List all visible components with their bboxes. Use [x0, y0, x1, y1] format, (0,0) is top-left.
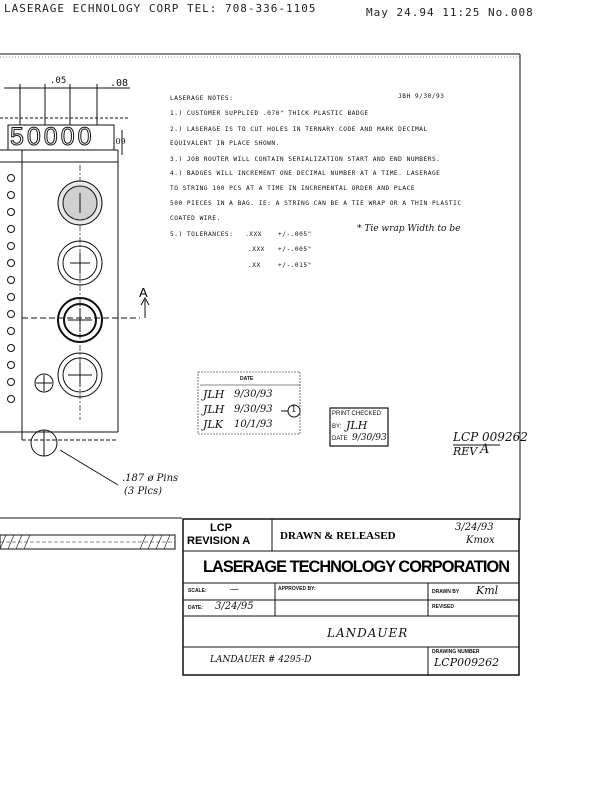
tolerance-places: .XXX: [245, 231, 262, 238]
tolerance-places: .XXX: [248, 246, 265, 253]
print-checked-date-value: 9/30/93: [352, 433, 387, 443]
left-registration-marks: [8, 175, 15, 403]
revision-initials: JLK: [203, 418, 223, 431]
revision-initials: JLH: [203, 388, 225, 401]
company-logotype: LASERAGE TECHNOLOGY CORPORATION: [203, 557, 510, 576]
tolerance-value: +/-.015": [278, 262, 312, 269]
dimension-09: .09: [113, 137, 126, 146]
print-checked-by-value: JLH: [346, 419, 368, 432]
drawn-by-label: DRAWN BY: [432, 589, 460, 595]
release-date: 3/24/93: [455, 522, 494, 533]
drawing-number: LCP009262: [434, 656, 500, 669]
pins-note-line2: (3 Plcs): [124, 486, 163, 497]
release-initials: Kmox: [466, 535, 495, 546]
note-line: EQUIVALENT IN PLACE SHOWN.: [170, 140, 280, 147]
note-line: 1.) CUSTOMER SUPPLIED .070" THICK PLASTIC BADGE: [170, 110, 369, 117]
date-label: DATE:: [188, 605, 203, 611]
dimension-08: .08: [110, 78, 129, 89]
note-line: 2.) LASERAGE IS TO CUT HOLES IN TERNARY CODE AND MARK DECIMAL: [170, 126, 428, 133]
note-line: COATED WIRE.: [170, 215, 221, 222]
revision-log-header: DATE: [240, 376, 254, 382]
note-line: 4.) BADGES WILL INCREMENT ONE DECIMAL NUMBER AT A TIME. LASERAGE: [170, 170, 441, 177]
fax-header-timestamp: May 24.94 11:25 No.008: [366, 6, 534, 19]
rev-label: REV: [453, 445, 478, 458]
lcp-revision-line2: REVISION A: [187, 535, 251, 547]
note-line: 3.) JOB ROUTER WILL CONTAIN SERIALIZATION START AND END NUMBERS.: [170, 156, 441, 163]
lcp-number-handwritten: LCP 009262: [453, 430, 528, 444]
scale-value: —: [230, 585, 239, 595]
tolerances-label: 5.) TOLERANCES:: [170, 231, 234, 238]
scale-label: SCALE:: [188, 588, 207, 594]
ternary-decimal-digits: 50000: [10, 123, 95, 151]
date-value: 3/24/95: [215, 601, 254, 612]
revision-date: 9/30/93: [234, 389, 273, 400]
circled-number-text: 1: [291, 405, 297, 415]
revision-date: 9/30/93: [234, 404, 273, 415]
revised-label: REVISED: [432, 604, 454, 610]
customer-name: LANDAUER: [327, 626, 409, 640]
lcp-revision-line1: LCP: [210, 522, 232, 534]
revision-initials: JLH: [203, 403, 225, 416]
tolerance-value: +/-.005": [278, 231, 312, 238]
drawing-number-label: DRAWING NUMBER: [432, 649, 480, 655]
dimension-05: .05: [50, 76, 67, 86]
section-letter: A: [139, 285, 148, 300]
pins-note-line1: .187 ø Pins: [122, 473, 179, 484]
note-line: 500 PIECES IN A BAG. IE: A STRING CAN BE A TIE WRAP OR A THIN PLASTIC: [170, 200, 462, 207]
print-checked-date-label: DATE: [332, 436, 348, 442]
notes-author-date: JBH 9/30/93: [398, 93, 445, 100]
tolerance-places: .XX: [248, 262, 261, 269]
rev-value: A: [480, 442, 490, 457]
customer-part-number: LANDAUER # 4295-D: [210, 655, 312, 665]
fax-header-sender: LASERAGE ECHNOLOGY CORP TEL: 708-336-1105: [4, 2, 317, 15]
approved-by-label: APPROVED BY:: [278, 586, 316, 592]
drawn-by-value: Kml: [476, 584, 499, 597]
print-checked-title: PRINT CHECKED: [332, 411, 381, 417]
print-checked-by-label: BY:: [332, 424, 342, 430]
drawn-released: DRAWN & RELEASED: [280, 530, 396, 542]
revision-date: 10/1/93: [234, 419, 273, 430]
leader-line: [60, 450, 118, 485]
note-line: TO STRING 100 PCS AT A TIME IN INCREMENTAL ORDER AND PLACE: [170, 185, 416, 192]
handwritten-tie-wrap-note: * Tie wrap Width to be: [357, 224, 461, 234]
tolerance-value: +/-.005": [278, 246, 312, 253]
notes-title: LASERAGE NOTES:: [170, 95, 234, 102]
